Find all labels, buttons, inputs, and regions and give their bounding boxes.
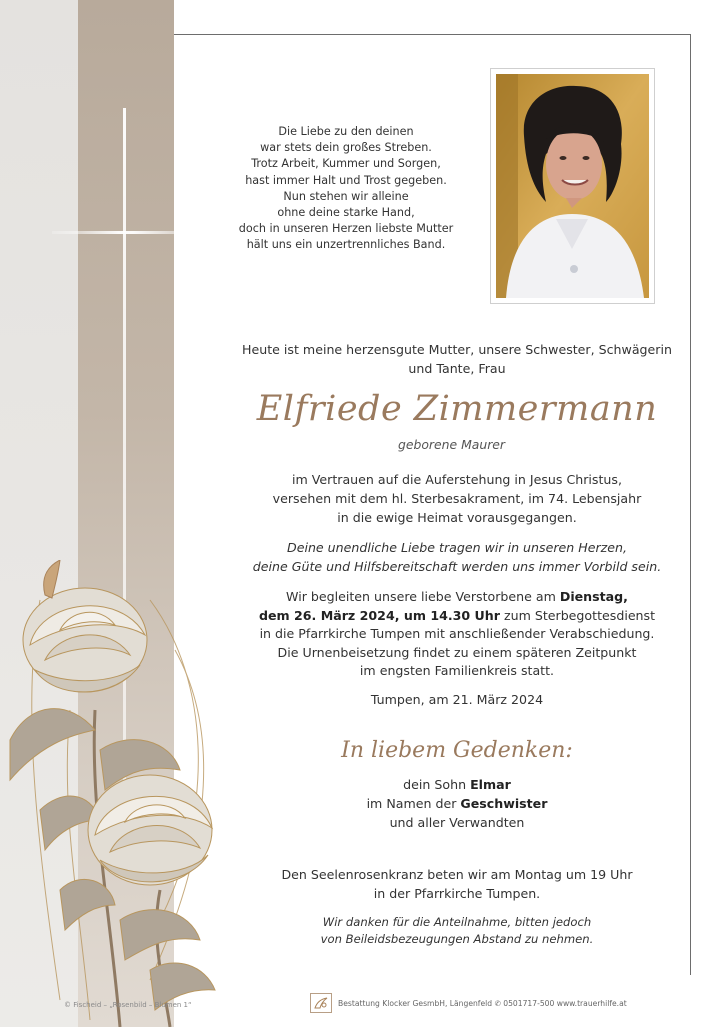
mourner-relatives: und aller Verwandten [389, 815, 525, 830]
mourners-list [216, 775, 698, 832]
place-date: Tumpen, am 21. März 2024 [370, 692, 544, 707]
faith-line: in die ewige Heimat vorausgegangen. [337, 510, 577, 525]
service-line-1: Wir begleiten unsere liebe Verstorbene am Dienstag, [286, 589, 628, 604]
rosary-line: Den Seelenrosenkranz beten wir am Montag um 19 Uhr [281, 867, 633, 882]
portrait-photo [490, 68, 655, 304]
funeral-home-info: Bestattung Klocker GesmbH, Längenfeld ✆ 0501717-500 www.trauerhilfe.at [338, 998, 627, 1008]
poem-line: hält uns ein unzertrennliches Band. [246, 238, 446, 252]
thanks-note [216, 914, 698, 948]
thanks-line: von Beileidsbezeugungen Abstand zu nehmen. [320, 932, 594, 946]
funeral-service-info [216, 588, 698, 681]
announcement-intro [216, 340, 698, 378]
rosary-info [216, 865, 698, 903]
service-line-5: im engsten Familienkreis statt. [359, 663, 555, 678]
poem-line: Nun stehen wir alleine [283, 189, 409, 203]
image-credit: © Fischeid – „Rosenbild – Blumen 1“ [64, 1001, 192, 1009]
footer [310, 992, 627, 1014]
thanks-line: Wir danken für die Anteilnahme, bitten jedoch [322, 915, 592, 929]
faith-line: im Vertrauen auf die Auferstehung in Jesus Christus, [292, 472, 622, 487]
mourner-siblings: im Namen der Geschwister [366, 796, 548, 811]
intro-line: und Tante, Frau [408, 361, 506, 376]
poem-line: Die Liebe zu den deinen [278, 125, 414, 138]
memory-heading: In liebem Gedenken: [341, 738, 573, 763]
memorial-poem [220, 124, 472, 254]
poem-line: war stets dein großes Streben. [260, 141, 432, 155]
poem-line: doch in unseren Herzen liebste Mutter [238, 222, 454, 236]
poem-line: Trotz Arbeit, Kummer und Sorgen, [251, 157, 441, 171]
birth-name: geborene Maurer [398, 437, 506, 452]
funeral-home-logo-icon [310, 993, 332, 1013]
poem-line: hast immer Halt und Trost gegeben. [245, 173, 447, 187]
service-line-3: in die Pfarrkirche Tumpen mit anschließender Verabschiedung. [259, 626, 655, 641]
intro-line: Heute ist meine herzensgute Mutter, unsere Schwester, Schwägerin [242, 342, 672, 357]
portrait-image [496, 74, 649, 298]
deceased-name: Elfriede Zimmermann [256, 389, 658, 429]
love-statement [216, 538, 698, 576]
poem-line: ohne deine starke Hand, [277, 206, 415, 220]
love-line: deine Güte und Hilfsbereitschaft werden uns immer Vorbild sein. [252, 559, 662, 574]
rose-illustration [0, 560, 240, 1027]
rosary-line: in der Pfarrkirche Tumpen. [373, 886, 541, 901]
love-line: Deine unendliche Liebe tragen wir in unseren Herzen, [287, 540, 627, 555]
faith-statement [216, 470, 698, 527]
service-line-2: dem 26. März 2024, um 14.30 Uhr zum Sterbegottesdienst [258, 607, 656, 623]
faith-line: versehen mit dem hl. Sterbesakrament, im 74. Lebensjahr [272, 491, 642, 506]
service-line-4: Die Urnenbeisetzung findet zu einem späteren Zeitpunkt [277, 644, 637, 660]
mourner-son: dein Sohn Elmar [403, 777, 511, 792]
